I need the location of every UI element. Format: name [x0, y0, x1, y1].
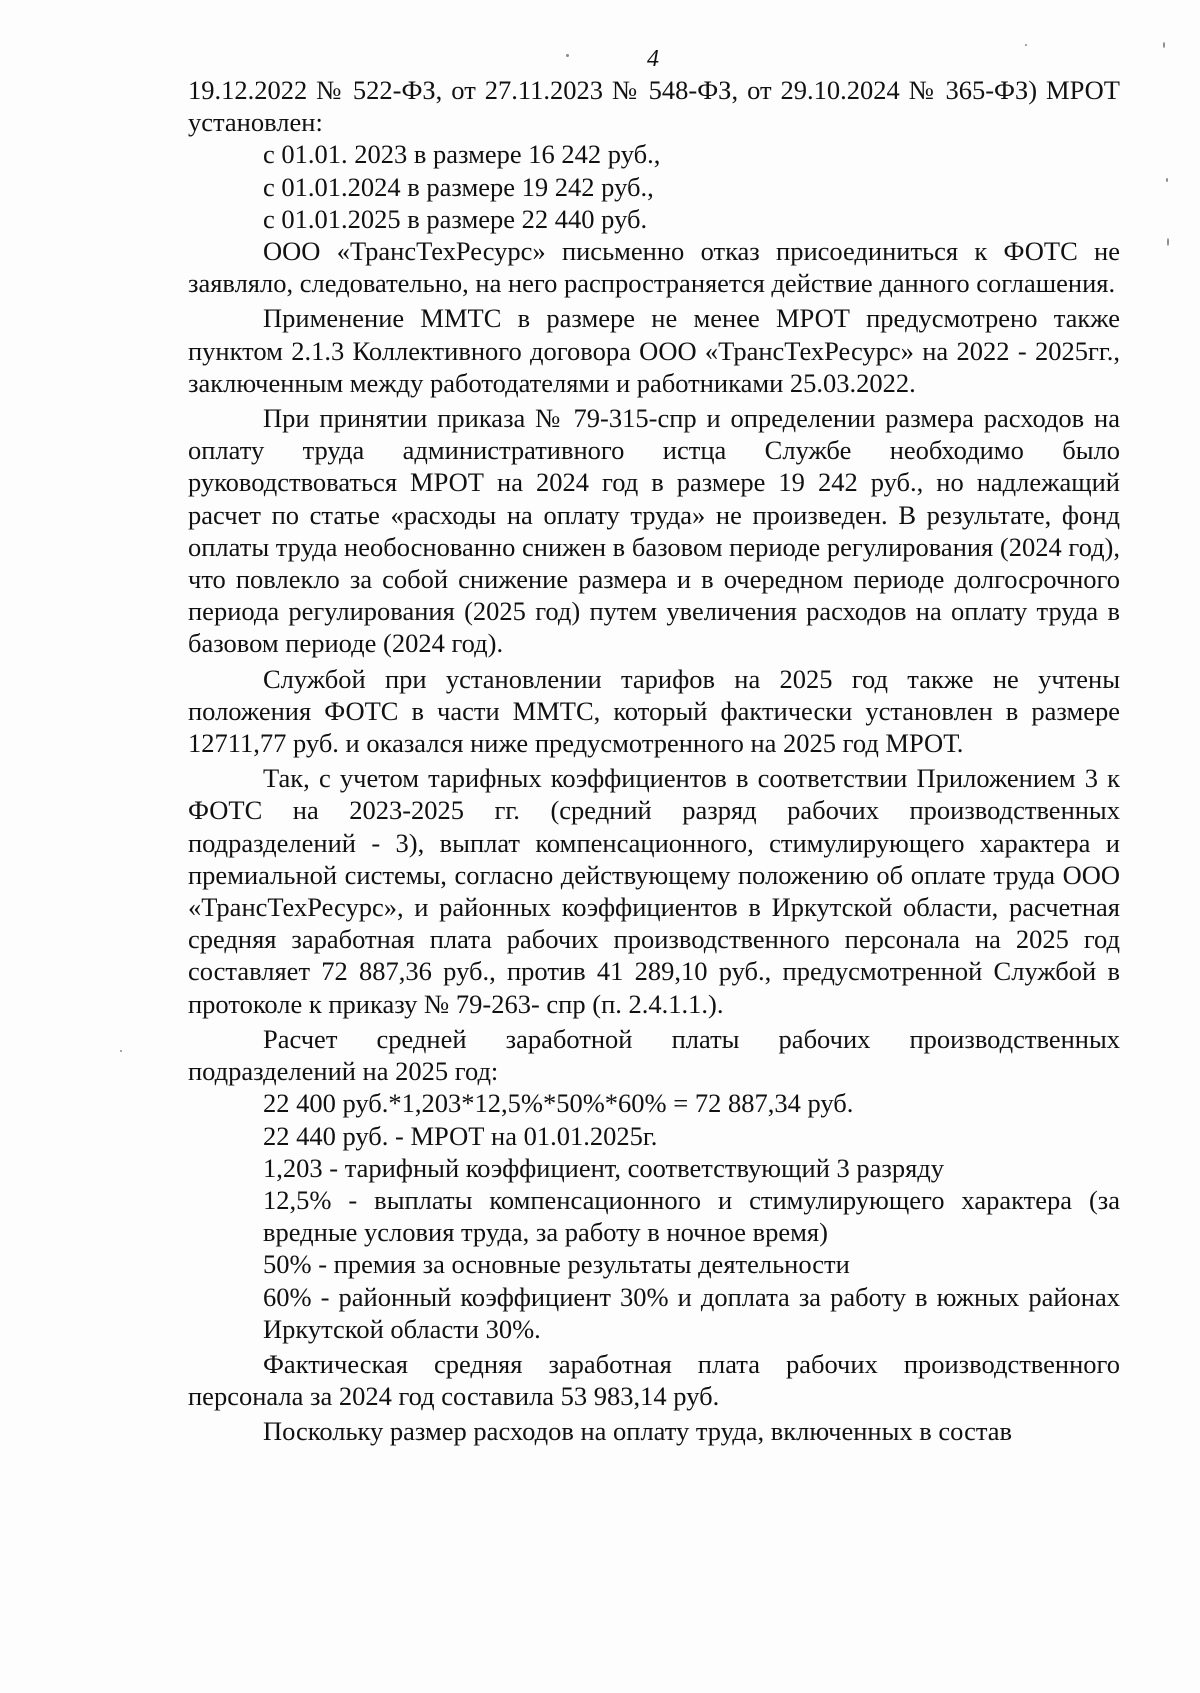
paragraph: 60% - районный коэффициент 30% и доплата за работу в южных районах Иркутской области 30%.	[263, 1281, 1120, 1344]
paragraph: 1,203 - тарифный коэффициент, соответствующий 3 разряду	[263, 1152, 945, 1183]
scan-speck	[566, 54, 569, 57]
paragraph: 22 400 руб.*1,203*12,5%*50%*60% = 72 887,34 руб.	[263, 1088, 854, 1119]
paragraph: 22 440 руб. - МРОТ на 01.01.2025г.	[263, 1120, 658, 1151]
document-body	[188, 74, 1120, 1448]
paragraph: Службой при установлении тарифов на 2025 год также не учтены положения ФОТС в части ММТС, который фактически установлен в размере 12711,77 руб. и оказался ниже предусмотренного на 2025 год МРОТ.	[188, 663, 1120, 759]
page-number: 4	[647, 46, 659, 72]
paragraph: с 01.01.2024 в размере 19 242 руб.,	[263, 171, 654, 202]
paragraph: с 01.01. 2023 в размере 16 242 руб.,	[263, 139, 661, 170]
paragraph: Поскольку размер расходов на оплату труда, включенных в состав	[263, 1416, 1013, 1447]
paragraph: Так, с учетом тарифных коэффициентов в соответствии Приложением 3 к ФОТС на 2023-2025 гг. (средний разряд рабочих производственных подразделений - 3), выплат компенсационного, стимулирующего характера и премиальной системы, согласно действующему положению об оплате труда ООО «ТрансТехРесурс», и районных коэффициентов в Иркутской области, расчетная средняя заработная плата рабочих производственного персонала на 2025 год составляет 72 887,36 руб., против 41 289,10 руб., предусмотренной Службой в протоколе к приказу № 79-263- спр (п. 2.4.1.1.).	[188, 763, 1120, 1019]
paragraph: Применение ММТС в размере не менее МРОТ предусмотрено также пунктом 2.1.3 Коллективного договора ООО «ТрансТехРесурс» на 2022 - 2025гг., заключенным между работодателями и работниками 25.03.2022.	[188, 303, 1120, 398]
scan-speck	[1166, 178, 1168, 182]
paragraph: 12,5% - выплаты компенсационного и стимулирующего характера (за вредные условия труда, за работу в ночное время)	[263, 1184, 1120, 1248]
scan-speck	[120, 1050, 122, 1052]
paragraph: Фактическая средняя заработная плата рабочих производственного персонала за 2024 год составила 53 983,14 руб.	[188, 1348, 1120, 1412]
paragraph: с 01.01.2025 в размере 22 440 руб.	[263, 203, 648, 234]
scan-speck	[1163, 42, 1165, 48]
paragraph: ООО «ТрансТехРесурс» письменно отказ присоединиться к ФОТС не заявляло, следовательно, на него распространяется действие данного соглашения.	[188, 236, 1120, 299]
paragraph: 50% - премия за основные результаты деятельности	[263, 1249, 850, 1280]
paragraph: При принятии приказа № 79-315-спр и определении размера расходов на оплату труда административного истца Службе необходимо было руководствоваться МРОТ на 2024 год в размере 19 242 руб., но надлежащий расчет по статье «расходы на оплату труда» не произведен. В результате, фонд оплаты труда необоснованно снижен в базовом периоде регулирования (2024 год), что повлекло за собой снижение размера и в очередном периоде долгосрочного периода регулирования (2025 год) путем увеличения расходов на оплату труда в базовом периоде (2024 год).	[188, 403, 1120, 659]
scan-speck	[1167, 238, 1169, 246]
paragraph: 19.12.2022 № 522-ФЗ, от 27.11.2023 № 548-ФЗ, от 29.10.2024 № 365-ФЗ) МРОТ установлен:	[188, 75, 1120, 138]
scan-speck	[1025, 44, 1027, 46]
paragraph: Расчет средней заработной платы рабочих производственных подразделений на 2025 год:	[188, 1023, 1120, 1087]
